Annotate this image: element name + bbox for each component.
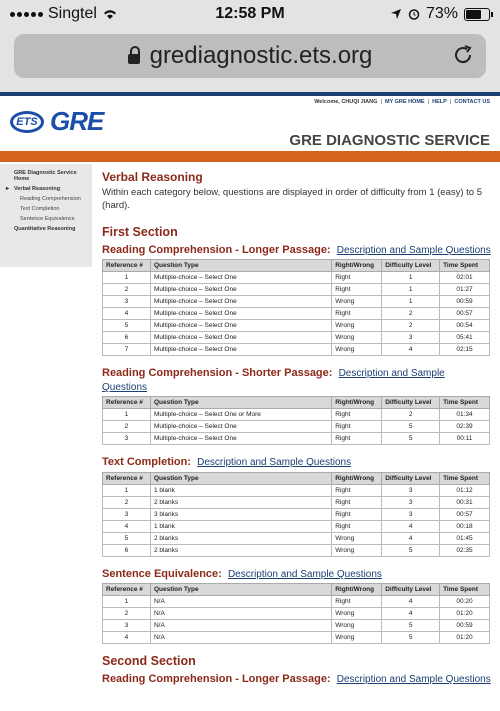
table-cell: 7 (103, 343, 151, 355)
table-cell: N/A (150, 596, 331, 608)
table-row (103, 532, 490, 544)
sidebar-item-reading-comprehension[interactable]: Reading Comprehension (20, 196, 81, 202)
battery-icon (464, 8, 490, 21)
page-title: Verbal Reasoning (102, 170, 203, 184)
second-section-heading: Second Section (102, 654, 196, 669)
table-cell: Multiple-choice – Select One (150, 331, 331, 343)
clock: 12:58 PM (215, 5, 285, 22)
results-table (102, 583, 490, 644)
table-cell: 4 (382, 608, 440, 620)
table-row (103, 620, 490, 632)
sidebar-item-sentence-equivalence[interactable]: Sentence Equivalence (20, 216, 75, 222)
table-cell: Wrong (332, 620, 382, 632)
table-cell: Right (332, 271, 382, 283)
column-header: Question Type (150, 472, 331, 484)
gre-logo: GRE (50, 106, 104, 136)
table-cell: 5 (382, 620, 440, 632)
ets-logo: ETS (10, 111, 44, 133)
table-cell: 00:18 (440, 520, 490, 532)
table-cell: 4 (382, 596, 440, 608)
table-cell: 3 (382, 508, 440, 520)
column-header: Difficulty Level (382, 397, 440, 409)
table-cell: Right (332, 496, 382, 508)
table-cell: 1 (382, 295, 440, 307)
reload-icon[interactable] (452, 44, 474, 66)
address-bar[interactable] (14, 34, 486, 78)
column-header: Question Type (150, 397, 331, 409)
table-row (103, 520, 490, 532)
table-cell: 00:54 (440, 319, 490, 331)
table-cell: Right (332, 520, 382, 532)
table-cell: Wrong (332, 295, 382, 307)
table-cell: 02:39 (440, 421, 490, 433)
table-row (103, 307, 490, 319)
top-accent-bar (0, 92, 500, 96)
table-row (103, 283, 490, 295)
table-cell: 1 (103, 409, 151, 421)
table-cell: 6 (103, 331, 151, 343)
table-cell: 5 (103, 319, 151, 331)
table-row (103, 331, 490, 343)
table-cell: 5 (382, 433, 440, 445)
table-cell: N/A (150, 632, 331, 644)
column-header: Question Type (150, 259, 331, 271)
table-row (103, 508, 490, 520)
table-cell: Multiple-choice – Select One or More (150, 409, 331, 421)
table-cell: Right (332, 409, 382, 421)
category-subheading (102, 455, 492, 469)
table-cell: Multiple-choice – Select One (150, 283, 331, 295)
table-cell: 00:31 (440, 496, 490, 508)
category-title: Sentence Equivalence: (102, 567, 222, 580)
table-cell: 02:35 (440, 544, 490, 556)
status-bar (0, 0, 500, 28)
column-header: Right/Wrong (332, 397, 382, 409)
table-cell: Wrong (332, 331, 382, 343)
category-title: Reading Comprehension - Longer Passage: (102, 243, 331, 256)
logo (10, 106, 103, 137)
my-gre-home-link[interactable]: MY GRE HOME (384, 99, 425, 105)
table-cell: Right (332, 283, 382, 295)
results-table (102, 259, 490, 356)
table-cell: 1 (103, 596, 151, 608)
table-cell: 2 (103, 496, 151, 508)
table-cell: Multiple-choice – Select One (150, 343, 331, 355)
table-row (103, 295, 490, 307)
table-cell: 2 (382, 409, 440, 421)
table-cell: 4 (103, 520, 151, 532)
table-cell: 02:01 (440, 271, 490, 283)
table-cell: 5 (382, 421, 440, 433)
lock-icon (128, 54, 140, 64)
category-subheading (102, 366, 492, 395)
table-cell: 3 (103, 295, 151, 307)
table-cell: Right (332, 307, 382, 319)
table-row (103, 608, 490, 620)
sidebar (0, 164, 92, 267)
table-header-row (103, 584, 490, 596)
column-header: Question Type (150, 584, 331, 596)
table-cell: Wrong (332, 608, 382, 620)
table-cell: 1 (382, 271, 440, 283)
table-cell: Right (332, 421, 382, 433)
category-title: Text Completion: (102, 456, 192, 469)
table-cell: 5 (103, 532, 151, 544)
browser-chrome (0, 0, 500, 92)
table-cell: Right (332, 508, 382, 520)
url-text: grediagnostic.ets.org (149, 42, 373, 69)
column-header: Difficulty Level (382, 259, 440, 271)
table-cell: Multiple-choice – Select One (150, 319, 331, 331)
table-row (103, 343, 490, 355)
column-header: Right/Wrong (332, 584, 382, 596)
table-cell: 2 blanks (150, 496, 331, 508)
table-cell: 3 (103, 620, 151, 632)
table-cell: 3 blanks (150, 508, 331, 520)
table-cell: 4 (103, 632, 151, 644)
table-cell: 00:59 (440, 620, 490, 632)
table-row (103, 632, 490, 644)
description-link[interactable]: Description and Sample Questions (227, 568, 382, 580)
battery-percent: 73% (425, 5, 458, 22)
table-header-row (103, 397, 490, 409)
location-icon (390, 8, 402, 20)
table-cell: Wrong (332, 632, 382, 644)
table-cell: Right (332, 484, 382, 496)
table-cell: 00:59 (440, 295, 490, 307)
table-cell: 3 (382, 496, 440, 508)
column-header: Difficulty Level (382, 584, 440, 596)
table-cell: Wrong (332, 343, 382, 355)
table-cell: 4 (103, 307, 151, 319)
battery-fill (466, 10, 481, 19)
table-cell: 5 (382, 632, 440, 644)
sidebar-item-home[interactable]: GRE Diagnostic Service Home (14, 170, 77, 182)
category-title: Reading Comprehension - Shorter Passage: (102, 366, 333, 379)
table-cell: 01:20 (440, 608, 490, 620)
contact-us-link[interactable]: CONTACT US (454, 99, 490, 105)
column-header: Time Spent (440, 472, 490, 484)
table-row (103, 496, 490, 508)
table-cell: Multiple-choice – Select One (150, 421, 331, 433)
table-cell: Multiple-choice – Select One (150, 295, 331, 307)
sidebar-item-quantitative-reasoning[interactable]: Quantitative Reasoning (14, 226, 76, 232)
table-cell: 4 (382, 520, 440, 532)
sidebar-item-text-completion[interactable]: Text Completion (20, 206, 60, 212)
second-section-description-link[interactable]: Description and Sample Questions (336, 674, 491, 686)
table-row (103, 596, 490, 608)
table-cell: 2 (103, 608, 151, 620)
table-cell: 4 (382, 532, 440, 544)
table-cell: 1 blank (150, 484, 331, 496)
sidebar-item-verbal-reasoning[interactable]: ▸ Verbal Reasoning (0, 184, 92, 194)
table-cell: Wrong (332, 319, 382, 331)
main-content (102, 170, 492, 686)
table-cell: 01:27 (440, 283, 490, 295)
table-row (103, 271, 490, 283)
table-cell: 01:12 (440, 484, 490, 496)
table-cell: Multiple-choice – Select One (150, 271, 331, 283)
table-cell: 1 (382, 283, 440, 295)
table-cell: Right (332, 433, 382, 445)
column-header: Reference # (103, 584, 151, 596)
column-header: Time Spent (440, 397, 490, 409)
welcome-text: Welcome, CHUQI JIANG (314, 99, 378, 105)
table-row (103, 319, 490, 331)
description-link[interactable]: Description and Sample Questions (102, 367, 445, 394)
table-cell: 01:45 (440, 532, 490, 544)
welcome-bar: Welcome, CHUQI JIANG | MY GRE HOME | HELP | CONTACT US (314, 99, 490, 105)
table-cell: 3 (103, 433, 151, 445)
table-cell: 2 (382, 319, 440, 331)
column-header: Reference # (103, 472, 151, 484)
table-cell: 2 (103, 421, 151, 433)
first-section-heading: First Section (102, 224, 178, 239)
results-table (102, 396, 490, 445)
orange-divider (0, 151, 500, 162)
table-cell: 00:20 (440, 596, 490, 608)
table-cell: 2 blanks (150, 544, 331, 556)
column-header: Time Spent (440, 584, 490, 596)
table-header-row (103, 472, 490, 484)
description-link[interactable]: Description and Sample Questions (197, 457, 352, 469)
table-cell: 02:15 (440, 343, 490, 355)
carrier-label: Singtel (48, 5, 97, 22)
table-cell: Wrong (332, 544, 382, 556)
second-section-subheading (102, 672, 492, 686)
table-cell: 05:41 (440, 331, 490, 343)
table-cell: 3 (382, 484, 440, 496)
table-cell: N/A (150, 608, 331, 620)
column-header: Difficulty Level (382, 472, 440, 484)
description-link[interactable]: Description and Sample Questions (336, 244, 491, 256)
column-header: Reference # (103, 397, 151, 409)
table-row (103, 433, 490, 445)
table-cell: 3 (382, 331, 440, 343)
category-subheading (102, 567, 492, 581)
table-cell: 1 (103, 271, 151, 283)
table-cell: Right (332, 596, 382, 608)
table-cell: 2 blanks (150, 532, 331, 544)
table-row (103, 409, 490, 421)
table-cell: 2 (103, 283, 151, 295)
table-cell: Wrong (332, 532, 382, 544)
table-cell: 6 (103, 544, 151, 556)
table-cell: 5 (382, 544, 440, 556)
table-cell: 4 (382, 343, 440, 355)
table-cell: Multiple-choice – Select One (150, 433, 331, 445)
table-cell: N/A (150, 620, 331, 632)
table-cell: 1 (103, 484, 151, 496)
table-cell: 01:34 (440, 409, 490, 421)
table-cell: 00:57 (440, 508, 490, 520)
table-cell: 3 (103, 508, 151, 520)
alarm-icon (408, 8, 420, 20)
intro-text: Within each category below, questions are displayed in order of difficulty from 1 (easy) to 5 (hard). (102, 187, 483, 212)
column-header: Right/Wrong (332, 259, 382, 271)
table-row (103, 484, 490, 496)
help-link[interactable]: HELP (432, 99, 447, 105)
table-row (103, 421, 490, 433)
column-header: Reference # (103, 259, 151, 271)
table-cell: Multiple-choice – Select One (150, 307, 331, 319)
service-title: GRE DIAGNOSTIC SERVICE (289, 132, 490, 149)
column-header: Time Spent (440, 259, 490, 271)
table-cell: 1 blank (150, 520, 331, 532)
table-header-row (103, 259, 490, 271)
table-cell: 00:57 (440, 307, 490, 319)
table-cell: 2 (382, 307, 440, 319)
column-header: Right/Wrong (332, 472, 382, 484)
table-cell: 00:11 (440, 433, 490, 445)
table-cell: 01:20 (440, 632, 490, 644)
second-section-category: Reading Comprehension - Longer Passage: (102, 673, 331, 686)
results-table (102, 472, 490, 557)
table-row (103, 544, 490, 556)
category-subheading (102, 243, 492, 257)
